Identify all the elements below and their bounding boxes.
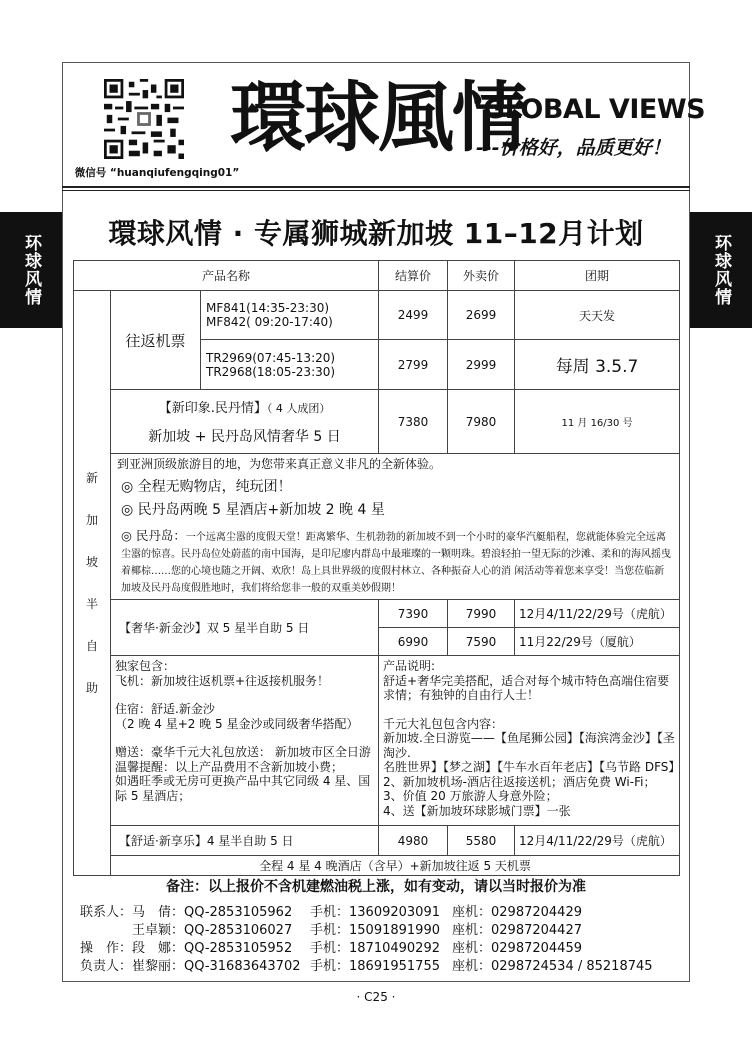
sell-price: 2699	[448, 291, 515, 340]
note-line: 如遇旺季或无房可更换产品中其它同级 4 星、国际 5 星酒店；	[115, 774, 371, 803]
note-line	[115, 731, 374, 745]
note-line: 4、送【新加坡环球影城门票】一张	[383, 803, 571, 818]
settle-price: 7380	[379, 390, 448, 454]
sell-price: 7980	[448, 390, 515, 454]
tour2-title: 【奢华·新金沙】双 5 星半自助 5 日	[111, 600, 379, 656]
product-table	[73, 260, 680, 876]
settle-price: 7390	[379, 600, 448, 628]
table-row	[74, 390, 680, 454]
contact-row	[80, 958, 653, 976]
page-number: · C25 ·	[356, 990, 396, 1004]
contact-row	[80, 904, 653, 922]
note-line: 千元大礼包包含内容：	[383, 716, 504, 731]
side-tab-left: 环球风情	[0, 212, 62, 328]
table-row	[74, 291, 680, 340]
note-line: 温馨提醒：以上产品费用不含新加坡小费；	[115, 759, 344, 774]
contact-mobile: 手机：15091891990	[310, 923, 440, 938]
departure-dates: 每周 3.5.7	[515, 340, 680, 390]
contact-phone: 座机：02987204427	[452, 923, 582, 938]
contact-mobile: 手机：13609203091	[310, 905, 440, 920]
sell-price: 5580	[448, 826, 515, 856]
tour1-subtitle: 新加坡 + 民丹岛风情奢华 5 日	[148, 429, 341, 445]
departure-dates: 天天发	[515, 291, 680, 340]
note-line	[115, 688, 374, 702]
tour3-summary: 全程 4 星 4 晚酒店（含早）+新加坡往返 5 天机票	[111, 856, 680, 876]
departure-dates: 11 月 16/30 号	[515, 390, 680, 454]
departure-dates: 12月4/11/22/29号（虎航）	[515, 600, 680, 628]
sell-price: 2999	[448, 340, 515, 390]
departure-dates: 12月4/11/22/29号（虎航）	[515, 826, 680, 856]
settle-price: 6990	[379, 628, 448, 656]
note-line: 独家包含：	[115, 659, 176, 673]
contact-qq: 段 娜：QQ-2853105952	[132, 941, 293, 956]
settle-price: 2499	[379, 291, 448, 340]
brand-logo-text: 環球風情	[230, 73, 526, 162]
tour1-title: 【新印象.民丹情】	[158, 401, 267, 416]
note-line: 3、价值 20 万旅游人身意外险；	[383, 789, 558, 803]
side-tab-right: 环球风情	[690, 212, 752, 328]
desc-intro: 到亚洲顶级旅游目的地，为您带来真正意义非凡的全新体验。	[117, 457, 442, 471]
qr-code-icon	[104, 79, 184, 159]
tour1-note: （ 4 人成团）	[266, 402, 331, 415]
header-sell-price: 外卖价	[448, 261, 515, 291]
header-dates: 团期	[515, 261, 680, 291]
note-line: （2 晚 4 星+2 晚 5 星金沙或同级奢华搭配）	[115, 716, 359, 731]
sell-price: 7590	[448, 628, 515, 656]
desc-bullet	[121, 528, 673, 596]
brand-slogan: ---价格好，品质更好！	[476, 137, 671, 159]
table-row	[74, 656, 680, 826]
table-row	[74, 826, 680, 856]
desc-bullet: ◎ 民丹岛两晚 5 星酒店+新加坡 2 晚 4 星	[121, 502, 385, 518]
contact-role	[80, 922, 132, 940]
note-line: 2、新加坡机场-酒店往返接送机；酒店免费 Wi-Fi；	[383, 774, 656, 789]
contact-mobile: 手机：18710490292	[310, 941, 440, 956]
contact-qq: 马 倩：QQ-2853105962	[132, 905, 293, 920]
contact-list	[80, 904, 653, 976]
product-notes-list	[383, 659, 681, 818]
note-line	[383, 703, 675, 717]
tour3-title: 【舒适·新享乐】4 星半自助 5 日	[111, 826, 379, 856]
table-header-row	[74, 261, 680, 291]
contact-mobile: 手机：18691951755	[310, 959, 440, 974]
contact-qq: 王卓颖：QQ-2853106027	[132, 923, 293, 938]
header-divider	[62, 186, 690, 188]
remark: 备注：以上报价不含机建燃油税上涨，如有变动，请以当时报价为准	[166, 879, 586, 895]
wechat-id: 微信号 “huanqiufengqing01”	[74, 167, 240, 179]
included-notes	[111, 656, 379, 826]
settle-price: 4980	[379, 826, 448, 856]
desc-bullet-head: ◎ 民丹岛：	[121, 528, 186, 543]
flight-times	[201, 340, 379, 390]
tour-name	[111, 390, 379, 454]
contact-role: 联系人：	[80, 905, 133, 920]
settle-price: 2799	[379, 340, 448, 390]
contact-phone: 座机：02987204459	[452, 941, 582, 956]
contact-row	[80, 940, 653, 958]
note-line: 飞机：新加坡往返机票+往返接机服务！	[115, 673, 330, 688]
note-line: 新加坡.全日游览——【鱼尾狮公园】【海滨湾金沙】【圣淘沙.	[383, 731, 675, 760]
contact-phone: 座机：02987204429	[452, 905, 582, 920]
sell-price: 7990	[448, 600, 515, 628]
table-row	[74, 856, 680, 876]
note-line: 产品说明:	[383, 659, 436, 673]
note-line: 舒适+奢华完美搭配，适合对每个城市特色高端住宿要求情；有独钟的自由行人士！	[383, 673, 670, 702]
table-row	[74, 600, 680, 628]
group-label	[74, 291, 111, 876]
departure-dates: 11月22/29号（厦航）	[515, 628, 680, 656]
contact-role: 负责人：	[80, 959, 133, 974]
product-notes	[379, 656, 680, 826]
note-line: 住宿：舒适.新金沙	[115, 702, 215, 716]
header-product: 产品名称	[74, 261, 379, 291]
flight-line: TR2968(18:05-23:30)	[206, 364, 336, 379]
flight-line: TR2969(07:45-13:20)	[206, 350, 336, 365]
brand-english: GLOBAL VIEWS	[483, 94, 706, 125]
contact-qq: 崔黎丽：QQ-31683643702	[132, 959, 301, 974]
contact-phone: 座机：0298724534 / 85218745	[452, 959, 653, 974]
note-line: 名胜世界】【梦之湖】【牛车水百年老店】【乌节路 DFS】	[383, 760, 681, 774]
desc-bullet: ◎ 全程无购物店，纯玩团！	[121, 479, 292, 495]
table-row	[74, 454, 680, 600]
group-label-text: 新加坡半自助	[86, 471, 99, 695]
flight-line: MF841(14:35-23:30)	[206, 301, 330, 315]
contact-role: 操 作：	[80, 941, 133, 956]
contact-row	[80, 922, 653, 940]
page-title: 環球风情 · 专属狮城新加坡 11–12月计划	[108, 217, 644, 250]
desc-bullet-text: 一个远离尘嚣的度假天堂！距离繁华、生机勃勃的新加坡不到一个小时的豪华汽艇船程，您就能体验完全远离尘嚣的惊喜。民丹岛位处蔚蓝的南中国海，是印尼廖内群岛中最璀璨的一颗明珠。碧浪轻拍一望无际的沙滩、柔和的海风摇曳着椰棕……您的心境也随之开阔、欢欣！岛上具世界级的度假村林立、各种振奋人心的消 闲活动等着您来享受！当您莅临新加坡及民丹岛度假胜地时，我们将给您非一般的双重美妙假期！	[121, 532, 671, 594]
tour-description	[111, 454, 680, 600]
header-settle-price: 结算价	[379, 261, 448, 291]
header-divider-thin	[62, 190, 690, 191]
flight-times	[201, 291, 379, 340]
included-notes-list	[115, 659, 374, 803]
note-line: 赠送：豪华千元大礼包放送： 新加坡市区全日游	[115, 745, 371, 759]
flight-label: 往返机票	[111, 291, 201, 390]
flight-line: MF842( 09:20-17:40)	[206, 315, 333, 329]
